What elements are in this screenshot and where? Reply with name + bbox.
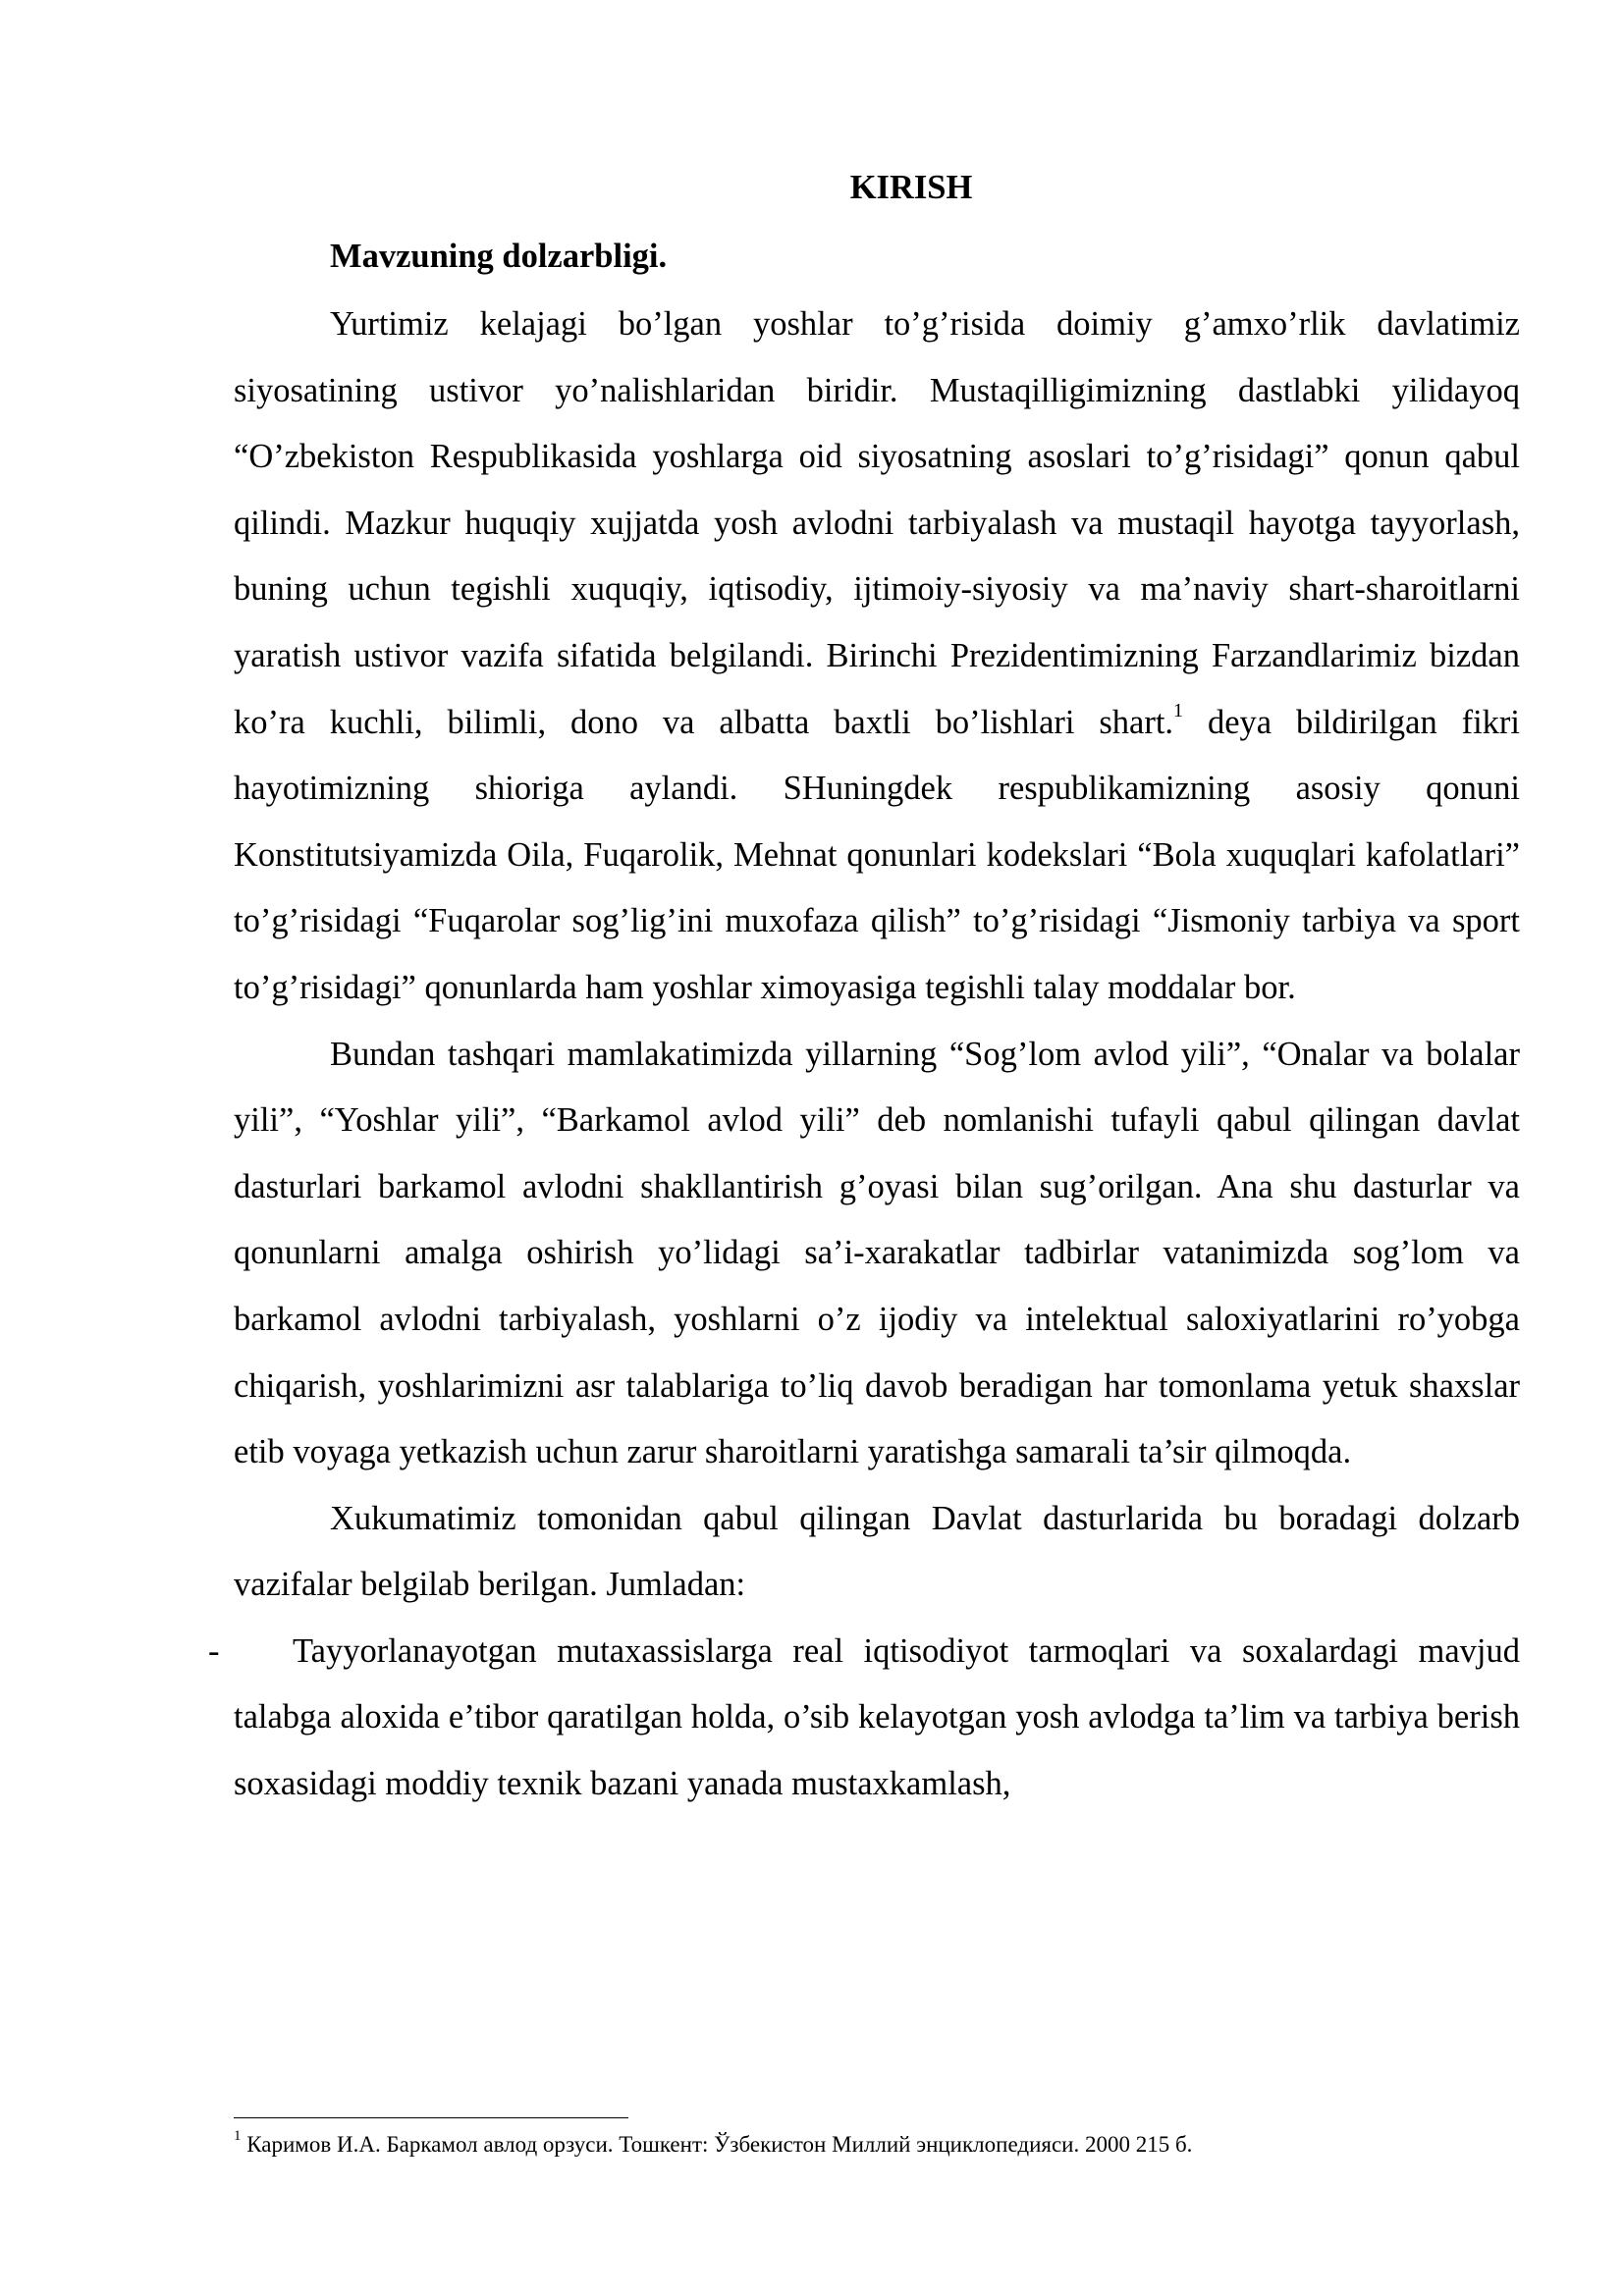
page-title: KIRISH: [849, 169, 973, 206]
paragraph-1: [234, 292, 1520, 1022]
list-item-text: Tayyorlanayotgan mutaxassislarga real iqtisodiyot tarmoqlari va soxalardagi mavjud talabga aloxida e’tibor qaratilgan holda, o’sib kelayotgan yosh avlodga ta’lim va tarbiya berish soxasidagi moddiy texnik bazani yanada mustaxkamlash,: [234, 1631, 1520, 1803]
paragraph-3: Xukumatimiz tomonidan qabul qilingan Davlat dasturlarida bu boradagi dolzarb vazifalar belgilab berilgan. Jumladan:: [234, 1499, 1520, 1604]
paragraph-2: Bundan tashqari mamlakatimizda yillarning “Sog’lom avlod yili”, “Onalar va bolalar yili”, “Yoshlar yili”, “Barkamol avlod yili” deb nomlanishi tufayli qabul qilingan davlat dasturlari barkamol avlodni shakllantirish g’oyasi bilan sug’orilgan. Ana shu dasturlar va qonunlarni amalga oshirish yo’lidagi sa’i-xarakatlar tadbirlar vatanimizda sog’lom va barkamol avlodni tarbiyalash, yoshlarni o’z ijodiy va intelektual saloxiyatlarini ro’yobga chiqarish, yoshlarimizni asr talablariga to’liq davob beradigan har tomonlama yetuk shaxslar etib voyaga yetkazish uchun zarur sharoitlarni yaratishga samarali ta’sir qilmoqda.: [234, 1035, 1520, 1471]
paragraph-1-text-a: Yurtimiz kelajagi bo’lgan yoshlar to’g’risida doimiy g’amxo’rlik davlatimiz siyosatining ustivor yo’nalishlaridan biridir. Mustaqilligimizning dastlabki yilidayoq “O’zbekiston Respublikasida yoshlarga oid siyosatning asoslari to’g’risidagi” qonun qabul qilindi. Mazkur huquqiy xujjatda yosh avlodni tarbiyalash va mustaqil hayotga tayyorlash, buning uchun tegishli xuquqiy, iqtisodiy, ijtimoiy-siyosiy va ma’naviy shart-sharoitlarni yaratish ustivor vazifa sifatida belgilandi. Birinchi Prezidentimizning Farzandlarimiz bizdan ko’ra kuchli, bilimli, dono va albatta baxtli bo’lishlari shart.: [234, 305, 1520, 741]
paragraph-1-text-b: deya bildirilgan fikri hayotimizning shioriga aylandi. SHuningdek respublikamizning asosiy qonuni Konstitutsiyamizda Oila, Fuqarolik, Mehnat qonunlari kodekslari “Bola xuquqlari kafolatlari” to’g’risidagi “Fuqarolar sog’lig’ini muxofaza qilish” to’g’risidagi “Jismoniy tarbiya va sport to’g’risidagi” qonunlarda ham yoshlar ximoyasiga tegishli talay moddalar bor.: [234, 703, 1520, 1006]
footnote: [234, 2128, 1520, 2162]
section-subtitle: Mavzuning dolzarbligi.: [330, 238, 668, 275]
footnote-text: Каримов И.А. Баркамол авлод орзуси. Тошкент: Ўзбекистон Миллий энциклопедияси. 2000 215 б.: [241, 2132, 1193, 2157]
footnote-divider: [234, 2117, 628, 2118]
document-body: [208, 155, 1520, 1818]
list-item: [208, 1619, 1520, 1818]
footnote-reference: 1: [1173, 700, 1184, 722]
list-dash: -: [208, 1631, 220, 1670]
footnote-number: 1: [234, 2128, 242, 2145]
